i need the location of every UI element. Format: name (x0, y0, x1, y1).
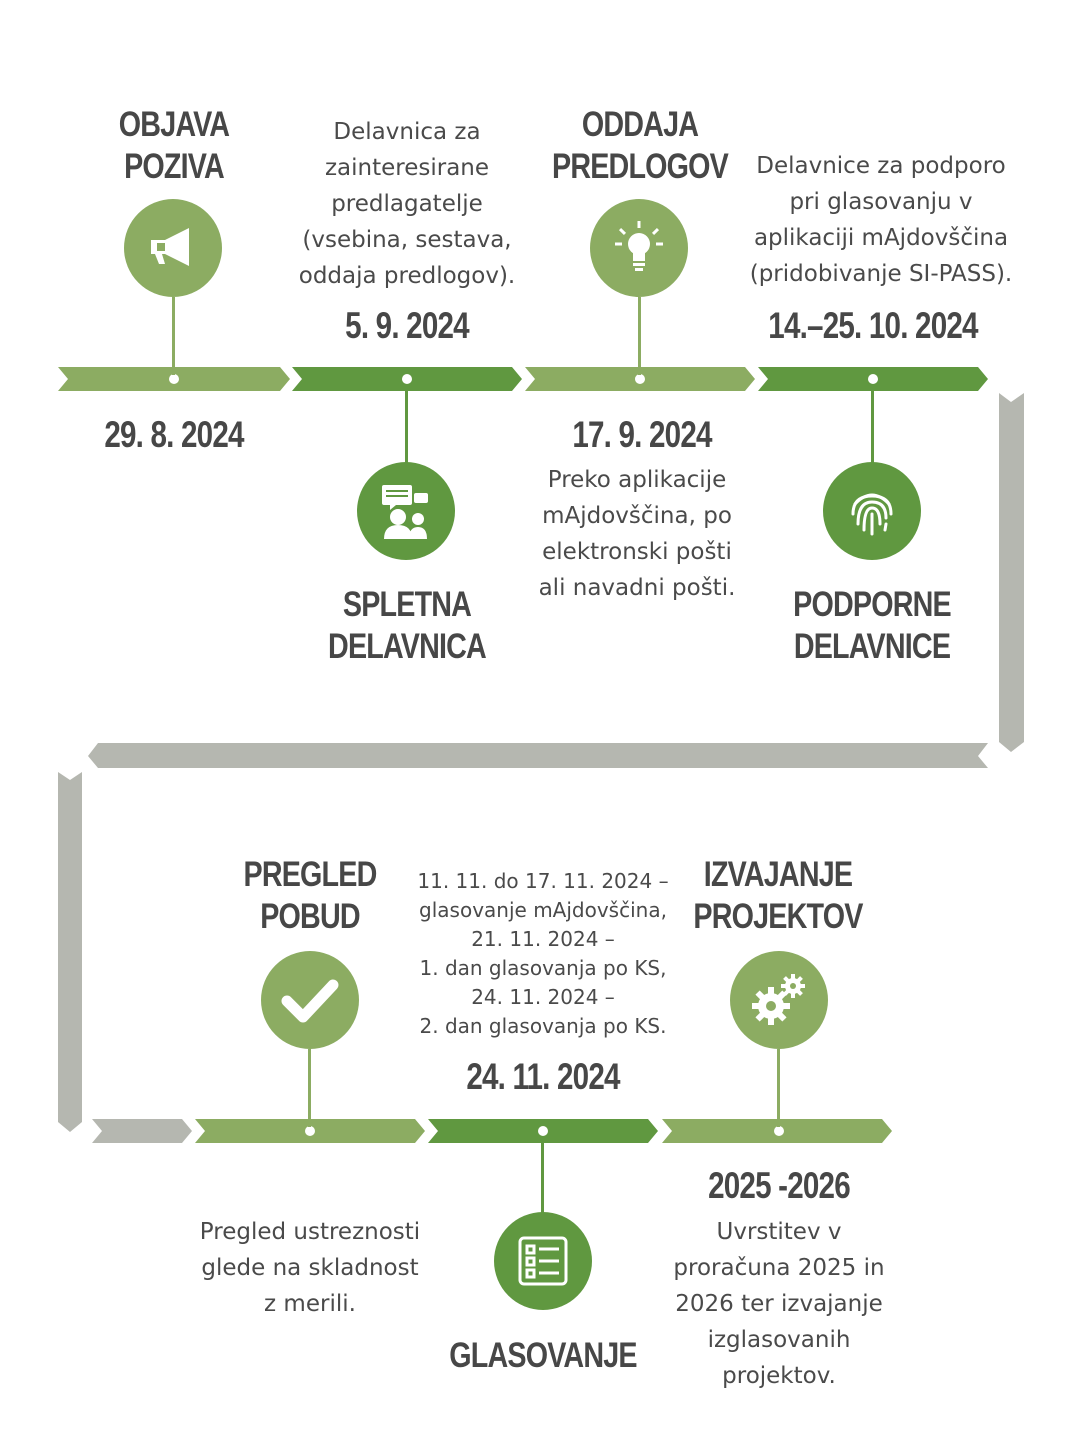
milestone-2-title: SPLETNA DELAVNICA (328, 585, 486, 666)
connector-right (999, 393, 1024, 752)
milestone-6-title: GLASOVANJE (449, 1336, 637, 1375)
track-dot (402, 374, 412, 384)
milestone-2-stem (405, 385, 408, 463)
ballot-checklist-icon (516, 1234, 570, 1288)
megaphone-icon (145, 220, 201, 276)
milestone-5-desc: Pregled ustreznosti glede na skladnost z merili. (199, 1219, 421, 1317)
milestone-3-title: ODDAJA PREDLOGOV (551, 105, 728, 186)
milestone-7-title: IZVAJANJE PROJEKTOV (693, 855, 863, 936)
milestone-7-desc: Uvrstitev v proračuna 2025 in 2026 ter izvajanje izglasovanih projektov. (673, 1219, 885, 1389)
milestone-7-stem (777, 1049, 780, 1127)
milestone-6-date: 24. 11. 2024 (466, 1056, 620, 1097)
milestone-4-date: 14.–25. 10. 2024 (768, 305, 978, 346)
track-dot (305, 1126, 315, 1136)
milestone-5-icon-circle (261, 951, 359, 1049)
lightbulb-icon (609, 218, 669, 278)
track-dot (635, 374, 645, 384)
milestone-2-date: 5. 9. 2024 (345, 305, 469, 346)
milestone-1-date: 29. 8. 2024 (104, 414, 244, 455)
track-dot (169, 374, 179, 384)
fingerprint-icon (845, 484, 899, 538)
milestone-1-icon-circle (124, 199, 222, 297)
milestone-5-title: PREGLED POBUD (243, 855, 377, 936)
milestone-2-desc: Delavnica za zainteresirane predlagatelje (vsebina, sestava, oddaja predlogov). (298, 119, 516, 289)
milestone-3-desc: Preko aplikacije mAjdovščina, po elektronski pošti ali navadni pošti. (538, 467, 736, 601)
track-dot (868, 374, 878, 384)
workshop-chat-icon (376, 481, 436, 541)
milestone-2-icon-circle (357, 462, 455, 560)
milestone-6-stem (541, 1137, 544, 1215)
milestone-4-title: PODPORNE DELAVNICE (793, 585, 951, 666)
milestone-5-stem (308, 1049, 311, 1127)
gears-icon (747, 968, 811, 1032)
milestone-4-icon-circle (823, 462, 921, 560)
track-dot (774, 1126, 784, 1136)
track-dot (538, 1126, 548, 1136)
milestone-1-stem (172, 297, 175, 375)
milestone-3-icon-circle (590, 199, 688, 297)
milestone-3-date: 17. 9. 2024 (572, 414, 712, 455)
checkmark-icon (279, 969, 341, 1031)
track-segment-5 (92, 1119, 192, 1143)
milestone-4-stem (871, 385, 874, 463)
milestone-1-title: OBJAVA POZIVA (118, 105, 230, 186)
milestone-6-icon-circle (494, 1212, 592, 1310)
milestone-3-stem (638, 297, 641, 375)
milestone-6-desc: 11. 11. do 17. 11. 2024 – glasovanje mAjdovščina, 21. 11. 2024 – 1. dan glasovanja po KS, 24. 11. 2024 – 2. dan glasovanja po KS. (417, 869, 669, 1038)
connector-middle (88, 743, 988, 768)
milestone-7-date: 2025 -2026 (708, 1165, 850, 1206)
connector-left (58, 772, 82, 1132)
milestone-7-icon-circle (730, 951, 828, 1049)
milestone-4-desc: Delavnice za podporo pri glasovanju v aplikaciji mAjdovščina (pridobivanje SI-PASS). (749, 153, 1013, 287)
